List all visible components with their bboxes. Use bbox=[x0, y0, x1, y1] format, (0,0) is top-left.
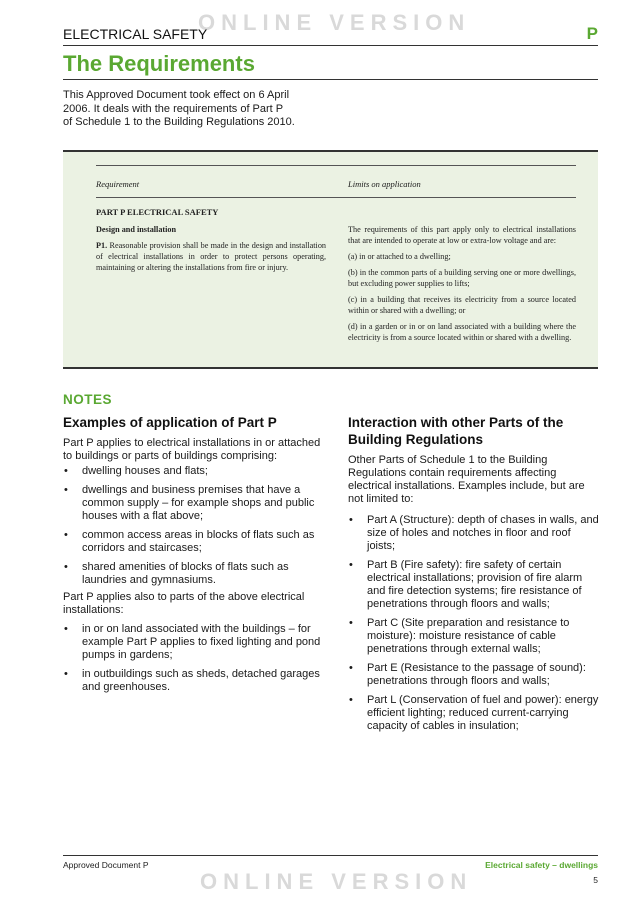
limit-item: (d) in a garden or in or on land associated with a building where the electricity is from a source located within or shared with a dwelling. bbox=[348, 322, 576, 342]
title-rule bbox=[63, 79, 598, 80]
bullet: • bbox=[349, 559, 353, 571]
bullet: • bbox=[64, 529, 68, 541]
bullet: • bbox=[349, 617, 353, 629]
intro-line: 2006. It deals with the requirements of Part P bbox=[63, 102, 284, 115]
section-title: Examples of application of Part P bbox=[63, 415, 277, 430]
paragraph: Part P applies also to parts of the above electrical installations: bbox=[63, 591, 305, 616]
table-rule bbox=[96, 165, 576, 166]
watermark-top: ONLINE VERSION bbox=[198, 10, 471, 35]
p1-label: P1. bbox=[96, 241, 108, 250]
list-item bbox=[348, 559, 600, 611]
page-title: The Requirements bbox=[63, 51, 255, 76]
list-item bbox=[63, 668, 328, 694]
list-item-text: dwellings and business premises that have a common supply – for example shops and public houses with a flat above; bbox=[82, 484, 315, 522]
list-item bbox=[63, 529, 328, 555]
requirement-p1 bbox=[96, 240, 326, 273]
column-header-limits: Limits on application bbox=[348, 179, 421, 189]
list-item bbox=[63, 561, 328, 587]
bullet: • bbox=[64, 623, 68, 635]
part-letter: P bbox=[586, 24, 598, 43]
list-item-text: shared amenities of blocks of flats such as laundries and gymnasiums. bbox=[82, 561, 289, 586]
requirements-table bbox=[63, 150, 598, 369]
limit-item: (c) in a building that receives its electricity from a source located within or shared with a dwelling; or bbox=[348, 295, 576, 315]
footer-left: Approved Document P bbox=[63, 860, 149, 870]
list-item bbox=[348, 662, 600, 688]
list-item-text: dwelling houses and flats; bbox=[82, 465, 208, 477]
bullet: • bbox=[349, 662, 353, 674]
bullet-list bbox=[63, 465, 328, 587]
list-item-text: in or on land associated with the buildings – for example Part P applies to fixed lighting and pond pumps in gardens; bbox=[82, 623, 321, 661]
part-heading: PART P ELECTRICAL SAFETY bbox=[96, 207, 219, 217]
notes-right-column bbox=[348, 414, 600, 739]
page-number: 5 bbox=[593, 875, 598, 885]
list-item bbox=[348, 617, 600, 656]
intro-line: This Approved Document took effect on 6 April bbox=[63, 89, 290, 101]
list-item-text: Part C (Site preparation and resistance to moisture): moisture resistance of cable penetrations through external walls; bbox=[367, 617, 570, 655]
watermark-bottom: ONLINE VERSION bbox=[200, 869, 473, 894]
limits-intro: The requirements of this part apply only to electrical installations that are intended to operate at low or extra-low voltage and are: bbox=[348, 225, 576, 245]
table-rule bbox=[96, 197, 576, 198]
bullet-list bbox=[348, 514, 600, 733]
bullet: • bbox=[64, 465, 68, 477]
bullet: • bbox=[64, 484, 68, 496]
list-item-text: Part A (Structure): depth of chases in walls, and size of holes and notches in floor and roof joists; bbox=[367, 514, 599, 552]
list-item bbox=[348, 514, 600, 553]
section-title: Interaction with other Parts of the Building Regulations bbox=[348, 415, 564, 447]
list-item bbox=[348, 694, 600, 733]
p1-text: Reasonable provision shall be made in the design and installation of electrical installations in order to protect persons operating, maintaining or altering the installations from fire or injury. bbox=[96, 241, 327, 272]
intro-text bbox=[63, 89, 333, 130]
limit-item: (a) in or attached to a dwelling; bbox=[348, 252, 451, 261]
list-item-text: Part B (Fire safety): fire safety of certain electrical installations; provision of fire alarm and fire detection systems; fire resistance of penetrations through floors and walls; bbox=[367, 559, 583, 610]
column-header-requirement: Requirement bbox=[96, 179, 140, 189]
list-item-text: in outbuildings such as sheds, detached garages and greenhouses. bbox=[82, 668, 320, 693]
bullet: • bbox=[349, 514, 353, 526]
notes-left-column bbox=[63, 414, 328, 700]
bullet: • bbox=[64, 561, 68, 573]
list-item-text: Part E (Resistance to the passage of sound): penetrations through floors and walls; bbox=[367, 662, 586, 687]
bullet: • bbox=[349, 694, 353, 706]
intro-line: of Schedule 1 to the Building Regulations 2010. bbox=[63, 116, 295, 128]
limit-item: (b) in the common parts of a building serving one or more dwellings, but excluding power supplies to lifts; bbox=[348, 268, 576, 288]
footer-right: Electrical safety – dwellings bbox=[485, 860, 598, 870]
list-item bbox=[63, 465, 328, 478]
list-item-text: common access areas in blocks of flats such as corridors and staircases; bbox=[82, 529, 315, 554]
paragraph: Other Parts of Schedule 1 to the Building Regulations contain requirements affecting electrical installations. Examples include, but are not limited to: bbox=[348, 454, 585, 505]
subheading: Design and installation bbox=[96, 225, 177, 234]
list-item-text: Part L (Conservation of fuel and power): energy efficient lighting; reduced current-carrying capacity of cables in insulation; bbox=[367, 694, 599, 732]
list-item bbox=[63, 484, 328, 523]
running-head: ELECTRICAL SAFETY bbox=[63, 26, 208, 42]
bullet-list bbox=[63, 623, 328, 694]
list-item bbox=[63, 623, 328, 662]
header-rule bbox=[63, 45, 598, 46]
bullet: • bbox=[64, 668, 68, 680]
footer-rule bbox=[63, 855, 598, 856]
notes-heading: NOTES bbox=[63, 392, 113, 407]
paragraph: Part P applies to electrical installations in or attached to buildings or parts of buildings comprising: bbox=[63, 437, 321, 462]
